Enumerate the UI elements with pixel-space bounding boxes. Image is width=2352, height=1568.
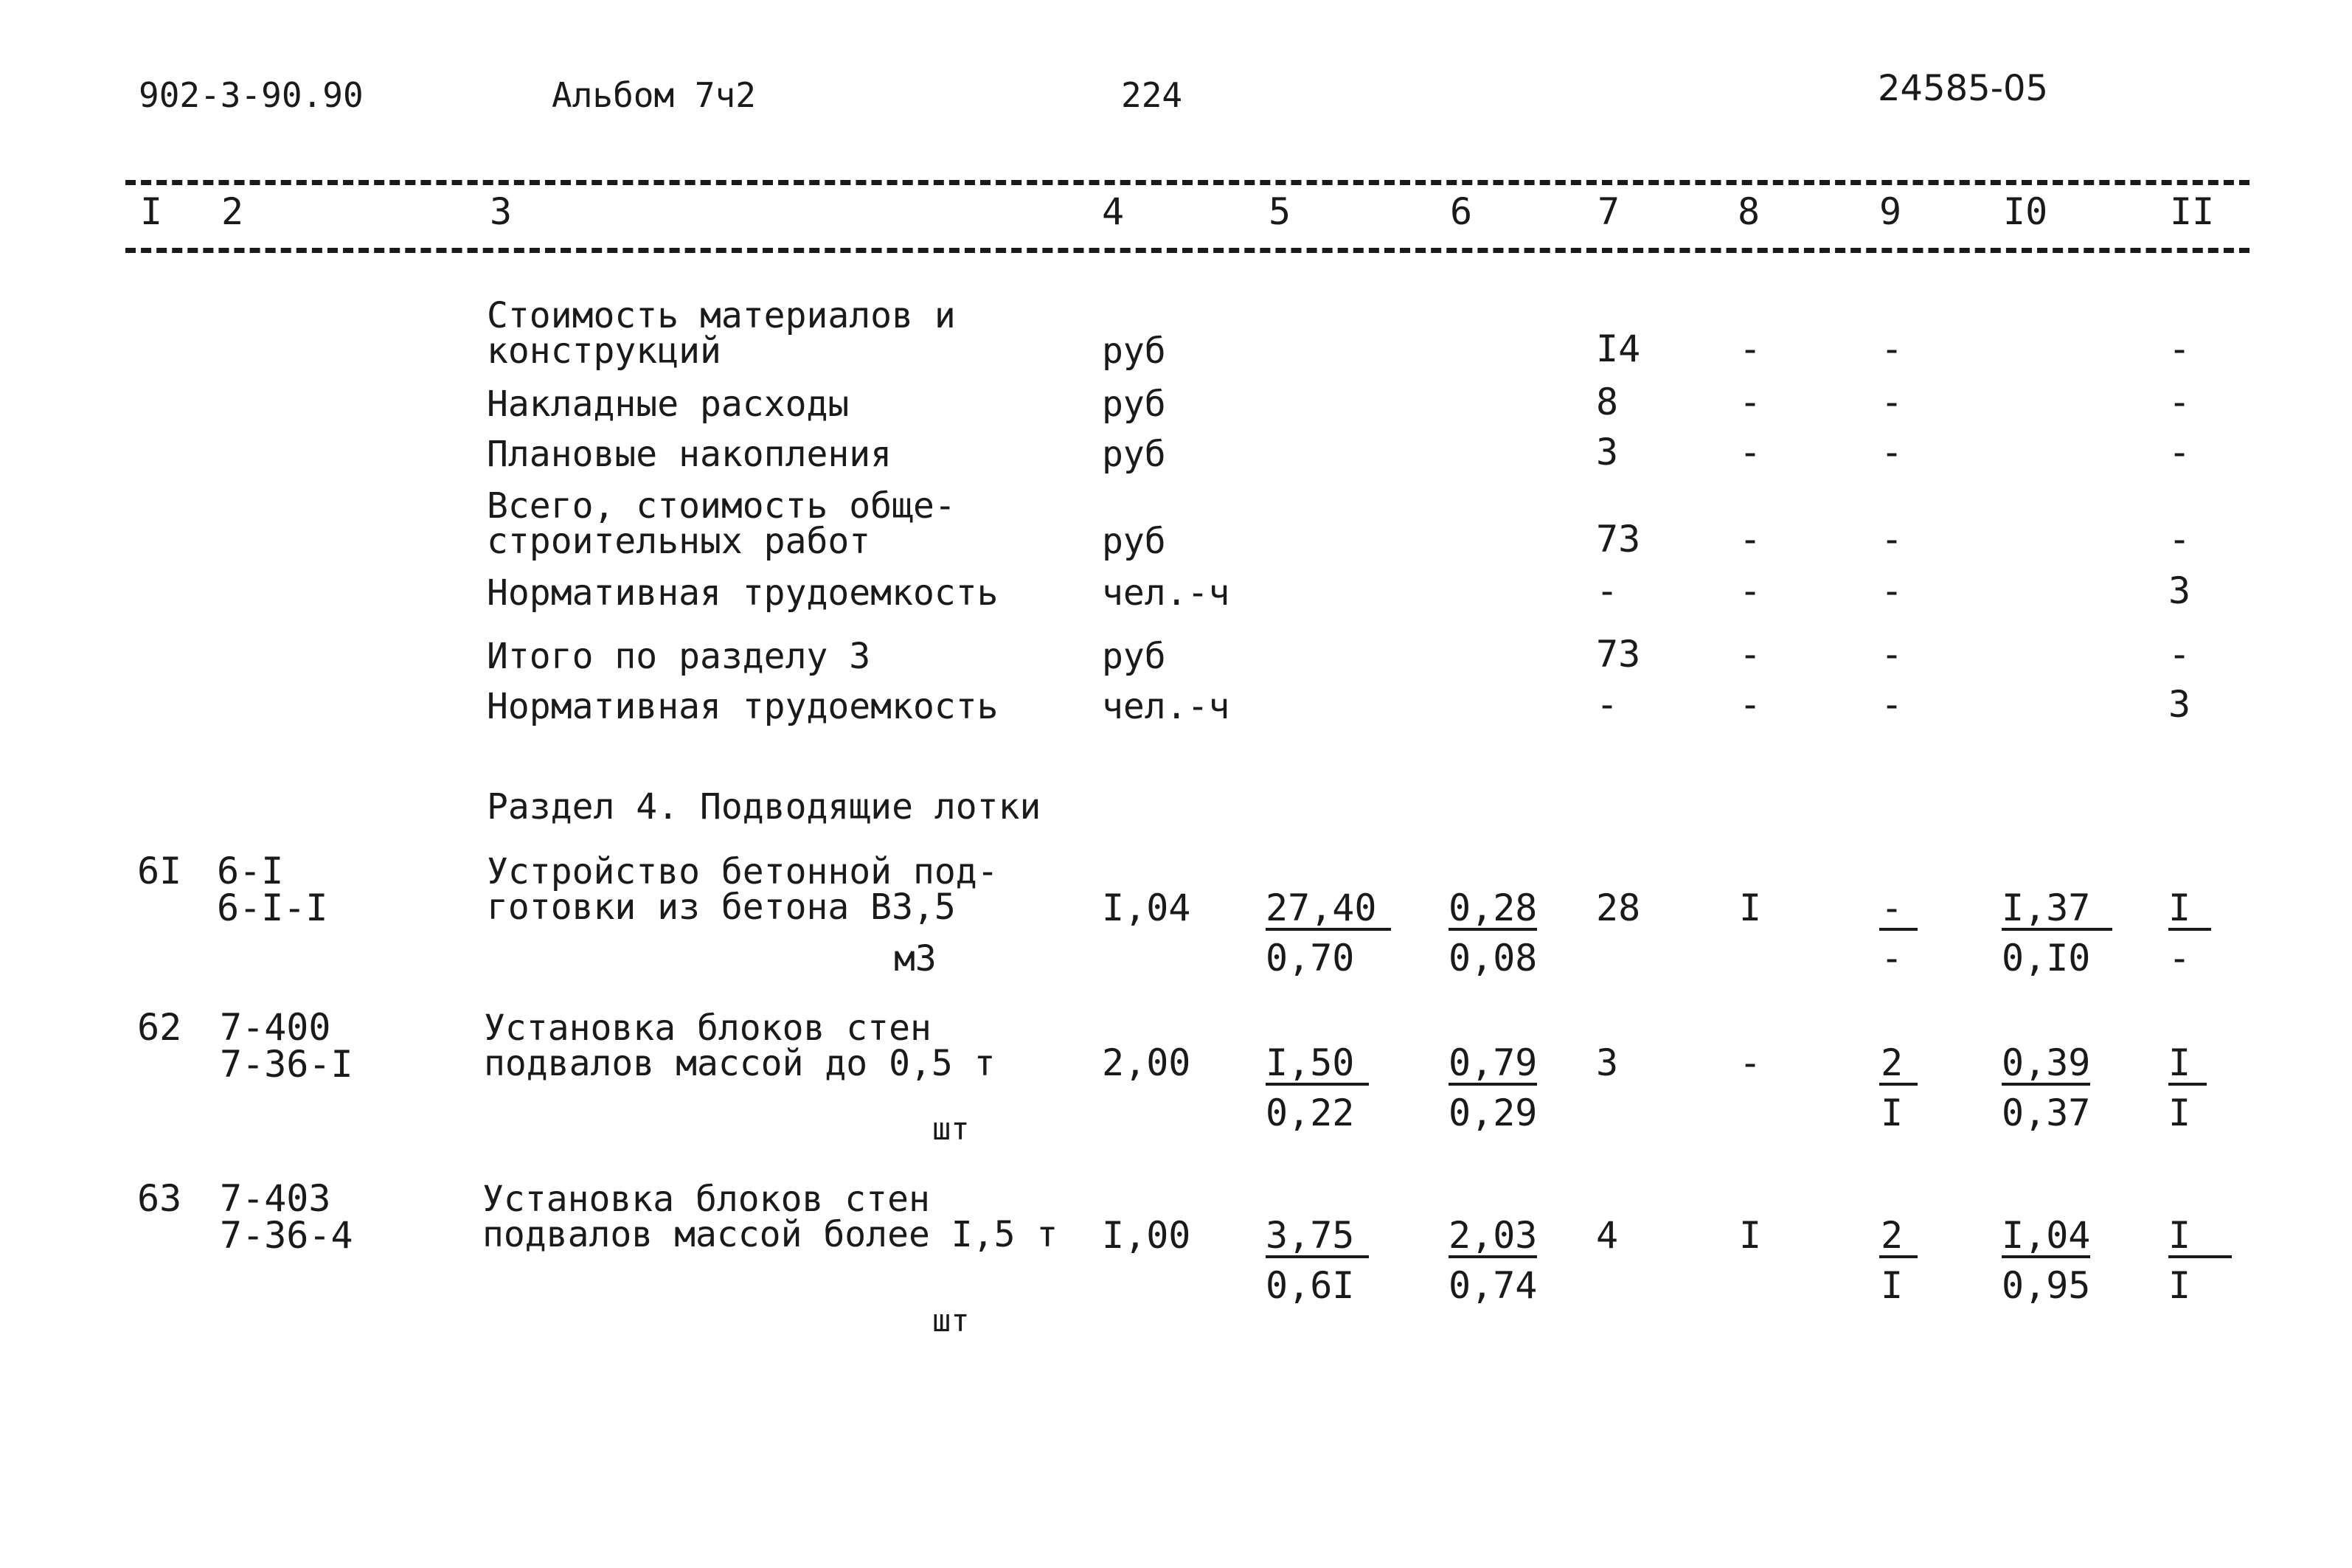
item-machine-wages: 0,08	[1449, 937, 1538, 979]
summary-row-name-cont: строительных работ	[487, 521, 871, 562]
column-number-10: I0	[2003, 190, 2048, 233]
summary-row-name: Нормативная трудоемкость	[487, 572, 999, 614]
fraction-bar	[1879, 1083, 1918, 1086]
item-col9: 2	[1881, 1214, 1904, 1257]
item-col9: 2	[1881, 1041, 1904, 1084]
item-quantity: 2,00	[1102, 1041, 1191, 1084]
summary-row-col8: -	[1739, 381, 1762, 423]
item-machine-cost: 0,28	[1449, 887, 1538, 929]
summary-row-col9: -	[1881, 327, 1904, 370]
summary-row-unit: чел.-ч	[1102, 572, 1230, 614]
fraction-bar	[2168, 1255, 2232, 1258]
item-col11-bottom: I	[2168, 1264, 2191, 1307]
item-unit: шт	[932, 1302, 970, 1339]
summary-row-unit: руб	[1102, 636, 1166, 677]
album-label: Альбом 7ч2	[552, 75, 756, 115]
item-unit-cost-wages: 0,70	[1266, 937, 1355, 979]
summary-row-col7: 8	[1596, 381, 1619, 423]
summary-row-col8: -	[1739, 327, 1762, 370]
summary-row-name: Итого по разделу 3	[487, 636, 871, 677]
item-machine-wages: 0,29	[1449, 1092, 1538, 1134]
item-labor-hours-machine: 0,37	[2002, 1092, 2091, 1134]
summary-row-col8: -	[1739, 431, 1762, 473]
summary-row-col11: -	[2168, 633, 2191, 676]
summary-row-col9: -	[1881, 518, 1904, 561]
summary-row-unit: руб	[1102, 384, 1166, 425]
fraction-bar	[1879, 928, 1918, 931]
item-labor-hours: I,04	[2002, 1214, 2091, 1257]
item-name: Установка блоков стен	[484, 1007, 932, 1049]
summary-row-col11: 3	[2168, 569, 2191, 612]
summary-row-unit: чел.-ч	[1102, 686, 1230, 727]
fraction-bar	[1266, 1255, 1369, 1258]
item-unit: м3	[894, 938, 937, 979]
column-number-8: 8	[1738, 190, 1760, 233]
item-price-code: 7-400	[220, 1006, 331, 1049]
item-number: 63	[137, 1177, 182, 1220]
fraction-bar	[1449, 1083, 1537, 1086]
column-number-2: 2	[221, 190, 244, 233]
item-total-cost: 28	[1596, 887, 1641, 929]
summary-row-col7: -	[1596, 569, 1619, 612]
item-name-cont: подвалов массой более I,5 т	[482, 1214, 1058, 1255]
summary-row-col7: I4	[1596, 327, 1641, 370]
summary-row-col9: -	[1881, 431, 1904, 473]
column-number-4: 4	[1102, 190, 1125, 233]
inventory-stamp: 24585-05	[1878, 68, 2049, 109]
fraction-bar	[2002, 928, 2112, 931]
item-unit-cost-wages: 0,22	[1266, 1092, 1355, 1134]
summary-row-col8: -	[1739, 569, 1762, 612]
summary-row-col11: -	[2168, 381, 2191, 423]
fraction-bar	[2002, 1255, 2090, 1258]
summary-row-name: Плановые накопления	[487, 434, 892, 475]
summary-row-unit: руб	[1102, 521, 1166, 562]
item-labor-hours-machine: 0,I0	[2002, 937, 2091, 979]
fraction-bar	[1879, 1255, 1918, 1258]
item-col9: -	[1881, 887, 1904, 929]
item-col11: I	[2168, 887, 2191, 929]
item-labor-hours: 0,39	[2002, 1041, 2091, 1084]
item-machine-wages: 0,74	[1449, 1264, 1538, 1307]
summary-row-name: Нормативная трудоемкость	[487, 686, 999, 727]
section-title: Раздел 4. Подводящие лотки	[487, 786, 1041, 828]
summary-row-unit: руб	[1102, 434, 1166, 475]
summary-row-name-cont: конструкций	[487, 330, 721, 372]
summary-row-col7: 73	[1596, 518, 1641, 561]
summary-row-col9: -	[1881, 381, 1904, 423]
item-total-cost: 3	[1596, 1041, 1619, 1084]
item-name-cont: готовки из бетона В3,5	[487, 887, 956, 928]
column-number-5: 5	[1269, 190, 1291, 233]
summary-row-name: Всего, стоимость обще-	[487, 485, 956, 527]
item-price-code: 6-I	[217, 850, 284, 892]
item-price-code: 7-403	[220, 1177, 331, 1220]
item-col11: I	[2168, 1041, 2191, 1084]
header-top-rule	[125, 180, 2249, 185]
summary-row-col8: -	[1739, 633, 1762, 676]
fraction-bar	[2168, 1083, 2207, 1086]
fraction-bar	[2168, 928, 2211, 931]
item-name-cont: подвалов массой до 0,5 т	[484, 1043, 996, 1084]
fraction-bar	[1266, 928, 1391, 931]
summary-row-col11: -	[2168, 431, 2191, 473]
summary-row-col9: -	[1881, 569, 1904, 612]
column-number-1: I	[140, 190, 163, 233]
item-unit-cost: 27,40	[1266, 887, 1377, 929]
item-col9-bottom: I	[1881, 1264, 1904, 1307]
item-col8: I	[1739, 1214, 1762, 1257]
item-quantity: I,00	[1102, 1214, 1191, 1257]
item-labor-hours-machine: 0,95	[2002, 1264, 2091, 1307]
item-number: 62	[137, 1006, 182, 1049]
item-number: 6I	[137, 850, 182, 892]
fraction-bar	[1449, 1255, 1537, 1258]
item-machine-cost: 0,79	[1449, 1041, 1538, 1084]
item-col9-bottom: I	[1881, 1092, 1904, 1134]
page-number: 224	[1121, 75, 1183, 115]
summary-row-col9: -	[1881, 683, 1904, 726]
column-number-11: II	[2170, 190, 2215, 233]
column-number-7: 7	[1598, 190, 1620, 233]
summary-row-col11: 3	[2168, 683, 2191, 726]
fraction-bar	[1449, 928, 1537, 931]
item-col9-bottom: -	[1881, 937, 1904, 979]
summary-row-col8: -	[1739, 683, 1762, 726]
column-number-6: 6	[1450, 190, 1473, 233]
summary-row-name: Стоимость материалов и	[487, 295, 956, 336]
header-bottom-rule	[125, 248, 2249, 253]
item-unit-cost-wages: 0,6I	[1266, 1264, 1355, 1307]
summary-row-col11: -	[2168, 518, 2191, 561]
item-name: Устройство бетонной под-	[487, 851, 999, 892]
item-col8: -	[1739, 1041, 1762, 1084]
item-col11-bottom: I	[2168, 1092, 2191, 1134]
summary-row-col8: -	[1739, 518, 1762, 561]
item-name: Установка блоков стен	[482, 1179, 930, 1220]
item-unit: шт	[932, 1111, 970, 1147]
document-code: 902-3-90.90	[139, 75, 364, 115]
item-unit-cost: I,50	[1266, 1041, 1355, 1084]
item-norm-code: 7-36-4	[220, 1214, 353, 1257]
column-number-9: 9	[1879, 190, 1902, 233]
item-total-cost: 4	[1596, 1214, 1619, 1257]
summary-row-col7: 3	[1596, 431, 1619, 473]
item-col8: I	[1739, 887, 1762, 929]
item-unit-cost: 3,75	[1266, 1214, 1355, 1257]
summary-row-name: Накладные расходы	[487, 384, 850, 425]
item-col11-bottom: -	[2168, 937, 2191, 979]
fraction-bar	[1266, 1083, 1369, 1086]
item-quantity: I,04	[1102, 887, 1191, 929]
item-norm-code: 6-I-I	[217, 887, 328, 929]
summary-row-col11: -	[2168, 327, 2191, 370]
summary-row-col7: 73	[1596, 633, 1641, 676]
fraction-bar	[2002, 1083, 2090, 1086]
item-labor-hours: I,37	[2002, 887, 2091, 929]
item-machine-cost: 2,03	[1449, 1214, 1538, 1257]
summary-row-col7: -	[1596, 683, 1619, 726]
item-norm-code: 7-36-I	[220, 1043, 353, 1086]
summary-row-col9: -	[1881, 633, 1904, 676]
column-number-3: 3	[490, 190, 513, 233]
item-col11: I	[2168, 1214, 2191, 1257]
summary-row-unit: руб	[1102, 330, 1166, 372]
